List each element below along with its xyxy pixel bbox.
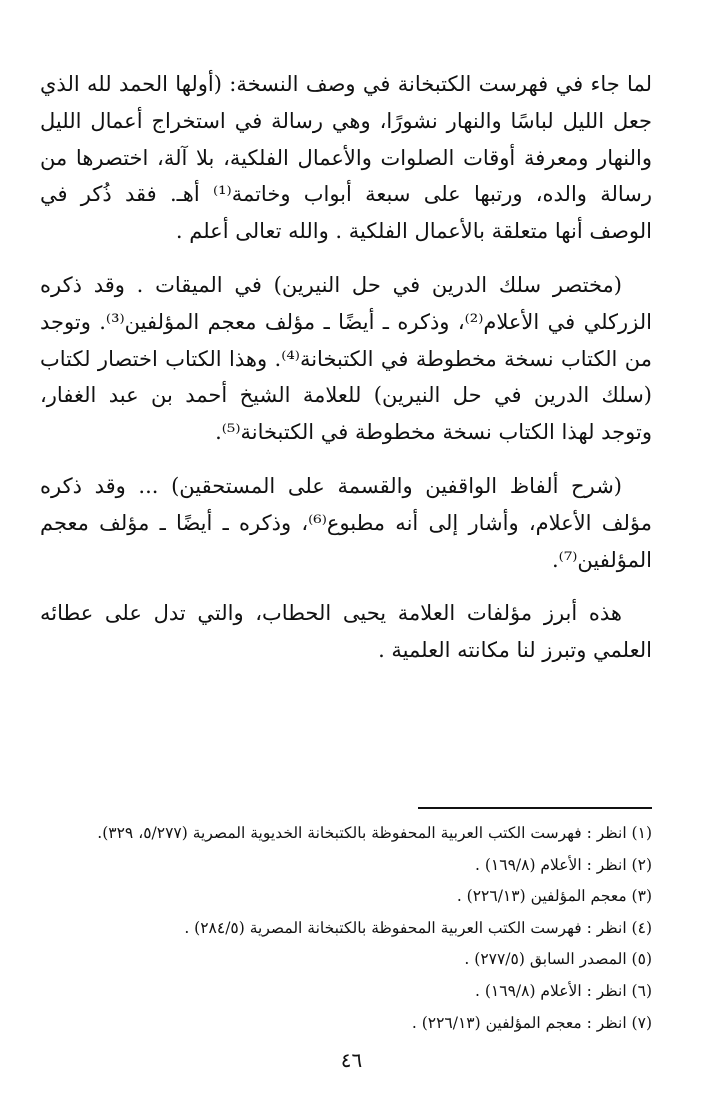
- paragraph-2: (مختصر سلك الدرين في حل النيرين) في الميقات . وقد ذكره الزركلي في الأعلام⁽²⁾، وذكره ـ أيضًا ـ مؤلف معجم المؤلفين⁽³⁾. وتوجد من الكتاب نسخة مخطوطة في الكتبخانة⁽⁴⁾. وهذا الكتاب اختصار لكتاب (سلك الدرين في حل النيرين) للعلامة الشيخ أحمد بن عبد الغفار، وتوجد لهذا الكتاب نسخة مخطوطة في الكتبخانة⁽⁵⁾.: [40, 272, 652, 445]
- page-number: ٤٦: [340, 1048, 363, 1072]
- footnote-5: (٥) المصدر السابق (٢٧٧/٥) .: [464, 950, 652, 969]
- footnote-separator: [418, 807, 652, 809]
- footnote-7: (٧) انظر : معجم المؤلفين (٢٢٦/١٣) .: [411, 1013, 652, 1032]
- paragraph-1: لما جاء في فهرست الكتبخانة في وصف النسخة: (أولها الحمد لله الذي جعل الليل لباسًا والنهار نشورًا، وهي رسالة في استخراج أعمال الليل والنهار ومعرفة أوقات الصلوات والأعمال الفلكية، بلا آلة، اختصرها من رسالة والده، ورتبها على سبعة أبواب وخاتمة⁽¹⁾ أهـ. فقد ذُكر في الوصف أنها متعلقة بالأعمال الفلكية . والله تعالى أعلم .: [40, 72, 652, 244]
- footnote-6: (٦) انظر : الأعلام (١٦٩/٨) .: [475, 981, 652, 1000]
- footnotes: [40, 818, 652, 1039]
- footnote-1: (١) انظر : فهرست الكتب العربية المحفوظة بالكتبخانة الخديوية المصرية (٥/٢٧٧، ٣٢٩).: [97, 824, 652, 842]
- paragraph-4: هذه أبرز مؤلفات العلامة يحيى الحطاب، والتي تدل على عطائه العلمي وتبرز لنا مكانته العلمية .: [40, 601, 652, 663]
- paragraph-3: (شرح ألفاظ الواقفين والقسمة على المستحقين) ... وقد ذكره مؤلف الأعلام، وأشار إلى أنه مطبوع⁽⁶⁾، وذكره ـ أيضًا ـ مؤلف معجم المؤلفين⁽⁷⁾.: [40, 473, 652, 572]
- footnote-4: (٤) انظر : فهرست الكتب العربية المحفوظة بالكتبخانة المصرية (٢٨٤/٥) .: [184, 918, 652, 937]
- footnote-2: (٢) انظر : الأعلام (١٦٩/٨) .: [475, 855, 652, 874]
- footnote-3: (٣) معجم المؤلفين (٢٢٦/١٣) .: [456, 887, 652, 906]
- body-text: [40, 66, 652, 686]
